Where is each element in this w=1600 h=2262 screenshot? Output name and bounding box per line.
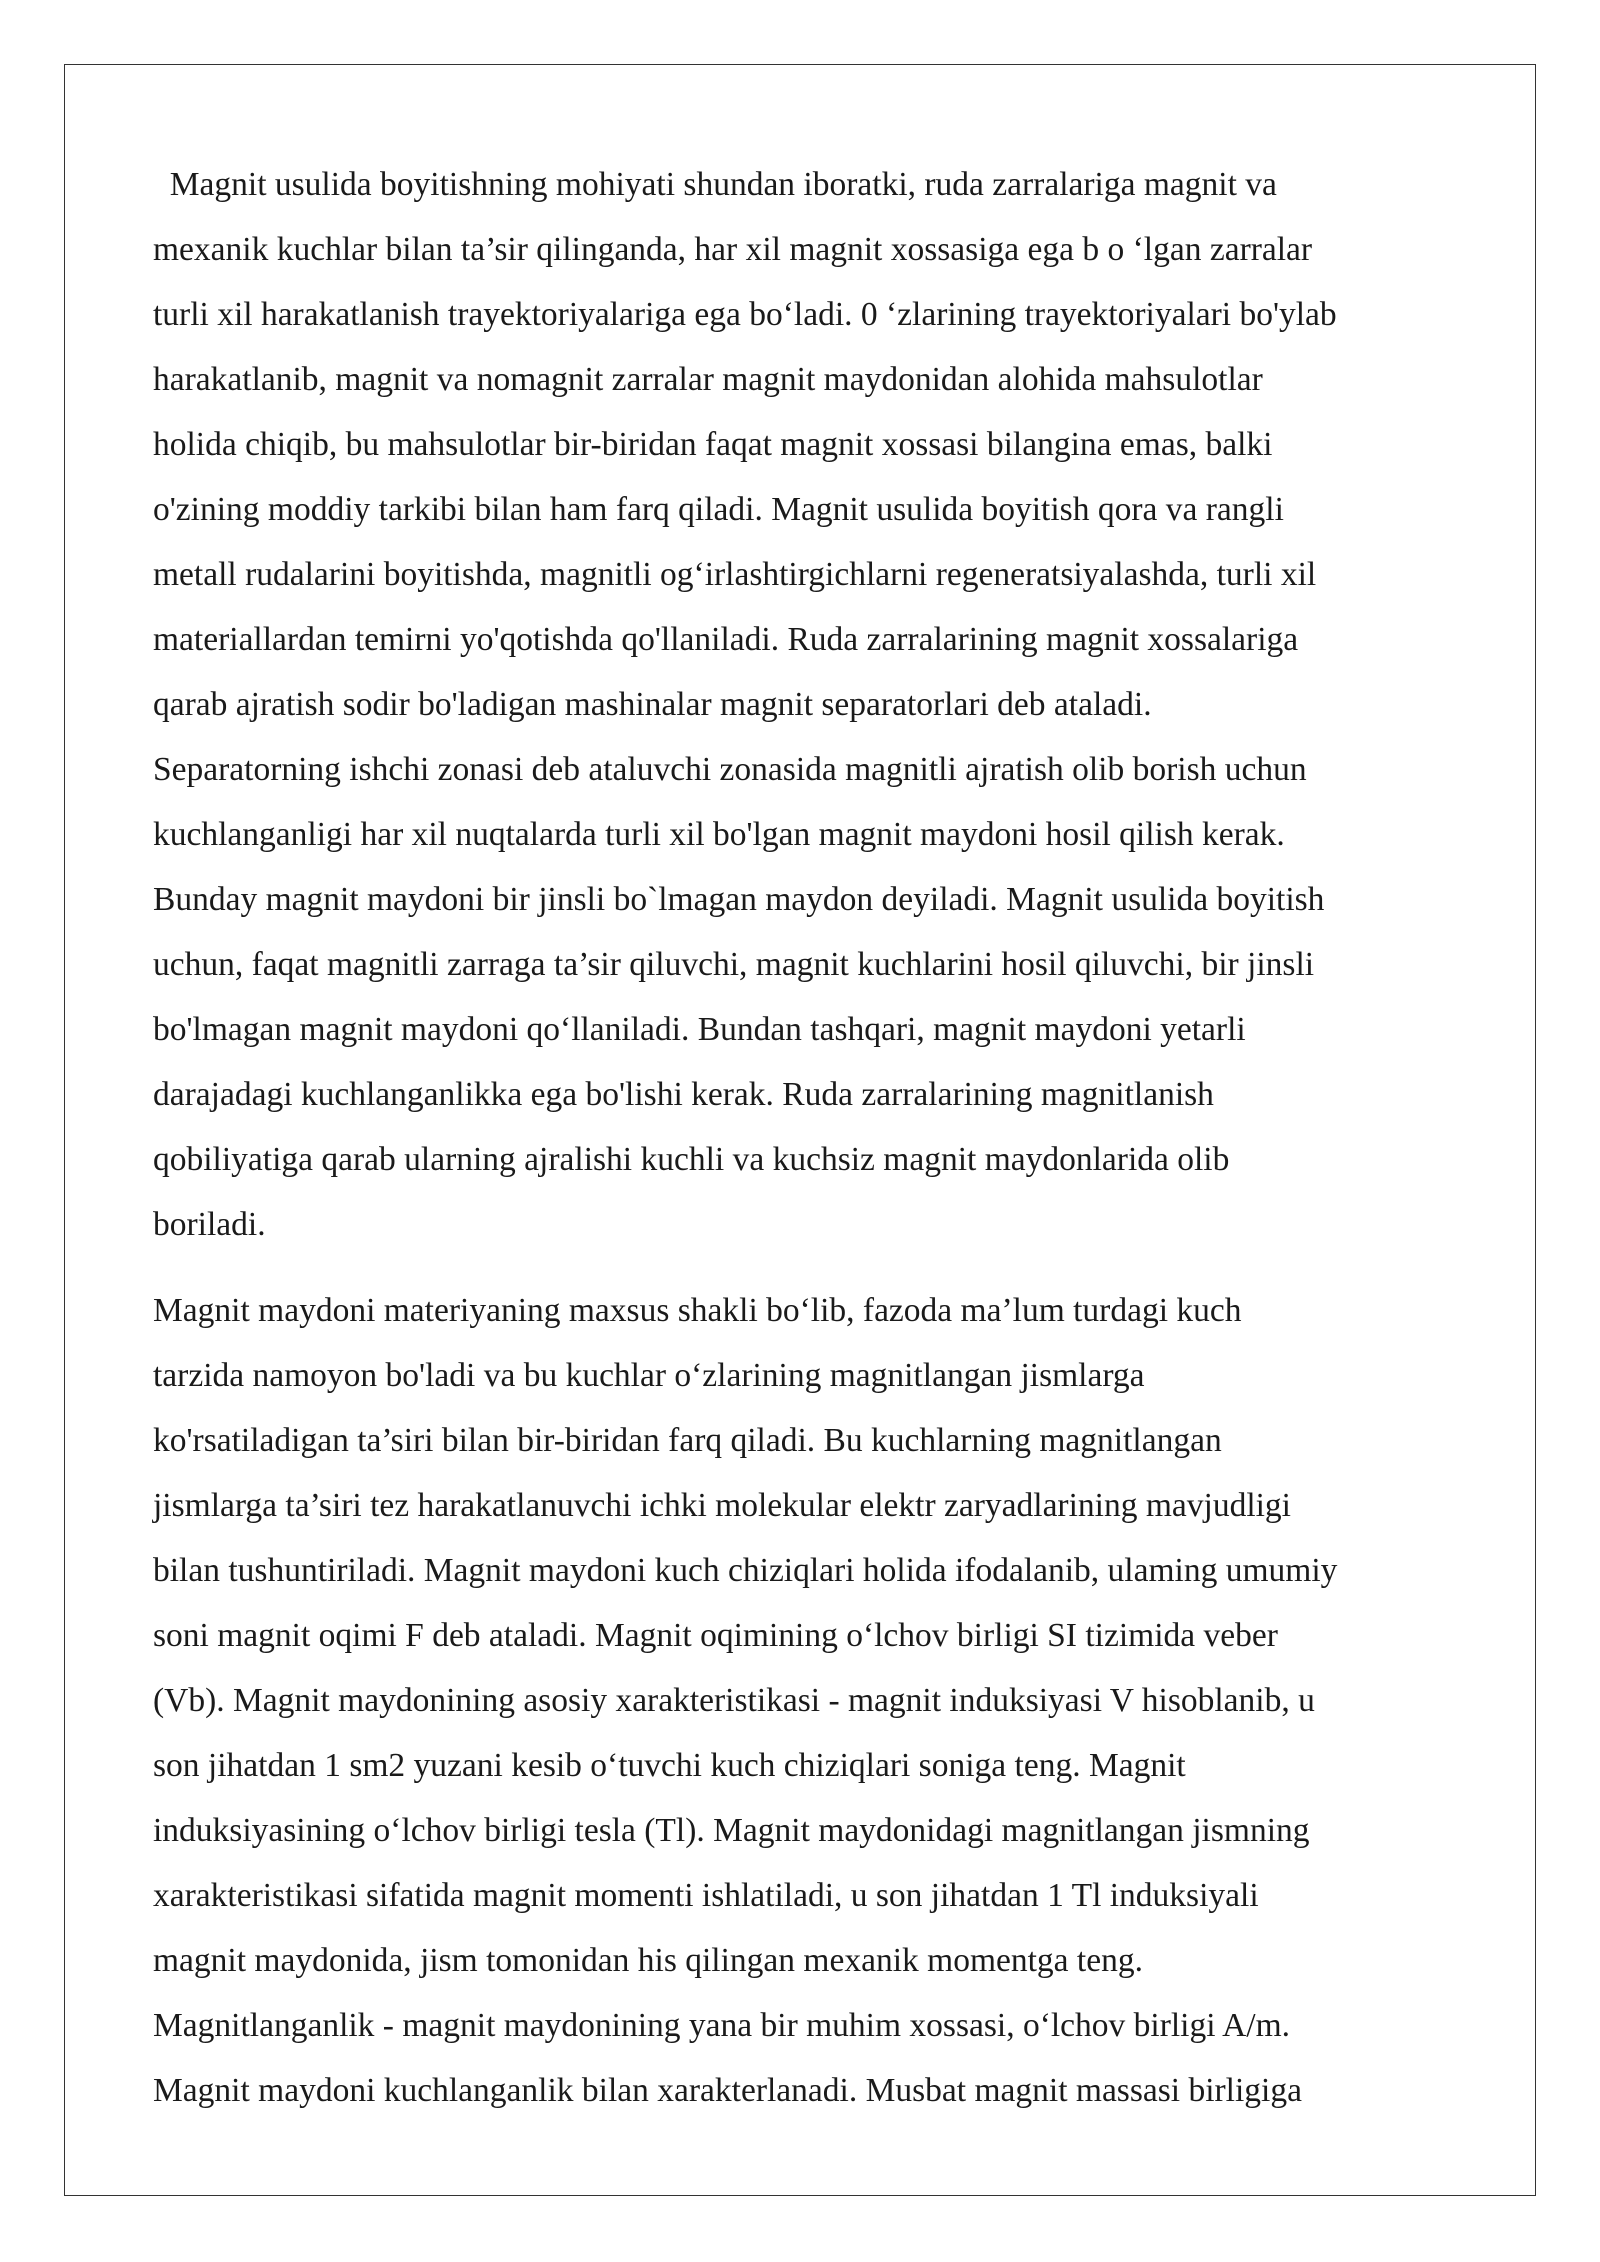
text-line: jismlarga ta’siri tez harakatlanuvchi ichki molekular elektr zaryadlarining mavjudligi (153, 1487, 1291, 1524)
text-line: turli xil harakatlanish trayektoriyalariga ega bo‘ladi. 0 ‘zlarining trayektoriyalari bo'ylab (153, 296, 1337, 333)
text-line: holida chiqib, bu mahsulotlar bir-biridan faqat magnit xossasi bilangina emas, balki (153, 426, 1273, 463)
document-body (153, 152, 1498, 2123)
text-line: ko'rsatiladigan ta’siri bilan bir-biridan farq qiladi. Bu kuchlarning magnitlangan (153, 1422, 1222, 1459)
text-line: qarab ajratish sodir bo'ladigan mashinalar magnit separatorlari deb ataladi. (153, 686, 1152, 723)
text-line: boriladi. (153, 1206, 266, 1243)
paragraph-magnetic-field (153, 1278, 1498, 2123)
text-line: tarzida namoyon bo'ladi va bu kuchlar o‘zlarining magnitlangan jismlarga (153, 1357, 1145, 1394)
text-line: soni magnit oqimi F deb ataladi. Magnit oqimining o‘lchov birligi SI tizimida veber (153, 1617, 1278, 1654)
text-line: Magnitlanganlik - magnit maydonining yana bir muhim xossasi, o‘lchov birligi A/m. (153, 2007, 1291, 2044)
text-line: o'zining moddiy tarkibi bilan ham farq qiladi. Magnit usulida boyitish qora va rangli (153, 491, 1284, 528)
text-line: xarakteristikasi sifatida magnit momenti ishlatiladi, u son jihatdan 1 Tl induksiyali (153, 1877, 1259, 1914)
text-line: Separatorning ishchi zonasi deb ataluvchi zonasida magnitli ajratish olib borish uchun (153, 751, 1307, 788)
text-line: son jihatdan 1 sm2 yuzani kesib o‘tuvchi kuch chiziqlari soniga teng. Magnit (153, 1747, 1186, 1784)
text-line: magnit maydonida, jism tomonidan his qilingan mexanik momentga teng. (153, 1942, 1143, 1979)
text-line: uchun, faqat magnitli zarraga ta’sir qiluvchi, magnit kuchlarini hosil qiluvchi, bir jinsli (153, 946, 1315, 983)
paragraph-magnetic-enrichment (153, 152, 1498, 1257)
text-line: darajadagi kuchlanganlikka ega bo'lishi kerak. Ruda zarralarining magnitlanish (153, 1076, 1214, 1113)
text-line: (Vb). Magnit maydonining asosiy xarakteristikasi - magnit induksiyasi V hisoblanib, u (153, 1682, 1315, 1719)
text-line: Bunday magnit maydoni bir jinsli bo`lmagan maydon deyiladi. Magnit usulida boyitish (153, 881, 1325, 918)
text-line: kuchlanganligi har xil nuqtalarda turli xil bo'lgan magnit maydoni hosil qilish kerak. (153, 816, 1285, 853)
text-line: Magnit usulida boyitishning mohiyati shundan iboratki, ruda zarralariga magnit va (153, 166, 1277, 203)
text-line: bo'lmagan magnit maydoni qo‘llaniladi. Bundan tashqari, magnit maydoni yetarli (153, 1011, 1246, 1048)
text-line: materiallardan temirni yo'qotishda qo'llaniladi. Ruda zarralarining magnit xossalariga (153, 621, 1299, 658)
text-line: metall rudalarini boyitishda, magnitli og‘irlashtirgichlarni regeneratsiyalashda, turli xil (153, 556, 1317, 593)
text-line: bilan tushuntiriladi. Magnit maydoni kuch chiziqlari holida ifodalanib, ulaming umumiy (153, 1552, 1338, 1589)
text-line: qobiliyatiga qarab ularning ajralishi kuchli va kuchsiz magnit maydonlarida olib (153, 1141, 1230, 1178)
text-line: induksiyasining o‘lchov birligi tesla (Tl). Magnit maydonidagi magnitlangan jismning (153, 1812, 1310, 1849)
text-line: mexanik kuchlar bilan ta’sir qilinganda, har xil magnit xossasiga ega b o ‘lgan zarralar (153, 231, 1313, 268)
text-line: Magnit maydoni kuchlanganlik bilan xarakterlanadi. Musbat magnit massasi birligiga (153, 2072, 1302, 2109)
text-line: Magnit maydoni materiyaning maxsus shakli bo‘lib, fazoda ma’lum turdagi kuch (153, 1292, 1242, 1329)
text-line: harakatlanib, magnit va nomagnit zarralar magnit maydonidan alohida mahsulotlar (153, 361, 1263, 398)
